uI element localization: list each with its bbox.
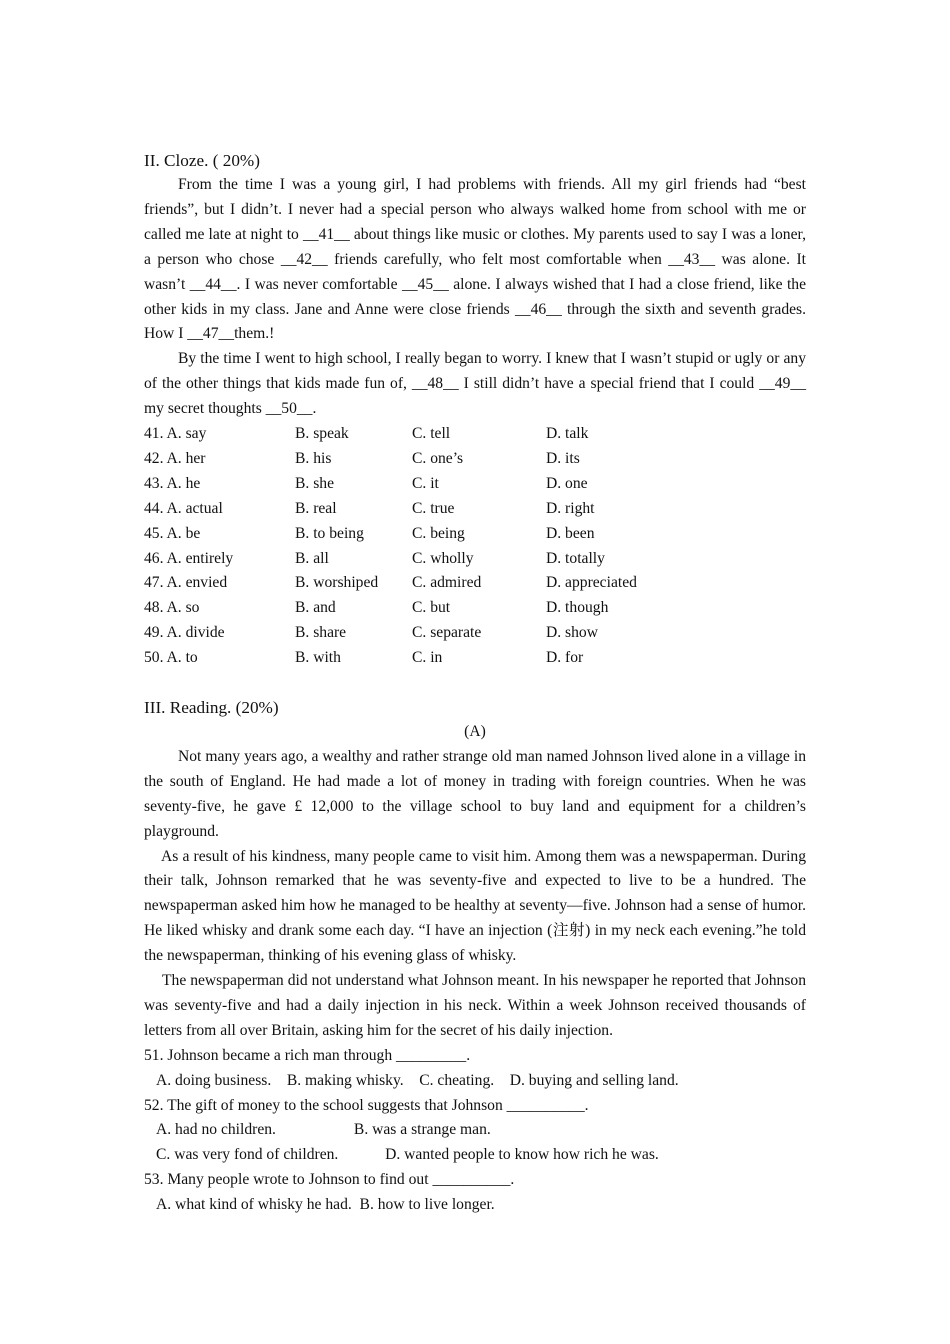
option-b: B. to being bbox=[295, 524, 364, 542]
option-d: D. talk bbox=[546, 425, 589, 443]
option-b: B. worshiped bbox=[295, 574, 379, 592]
option-row bbox=[144, 621, 806, 646]
option-a: 47. A. envied bbox=[144, 574, 228, 592]
option-a: 43. A. he bbox=[144, 474, 201, 492]
option-b: B. she bbox=[295, 474, 334, 492]
option-a: 41. A. say bbox=[144, 425, 207, 443]
option-d: D. show bbox=[546, 624, 598, 642]
option-a: 49. A. divide bbox=[144, 624, 225, 642]
option-row bbox=[144, 422, 806, 447]
option-c: C. being bbox=[412, 524, 465, 542]
option-row bbox=[144, 596, 806, 621]
cloze-options bbox=[144, 422, 806, 671]
option-c: C. wholly bbox=[412, 549, 474, 567]
option-d: D. its bbox=[546, 449, 580, 467]
option-row bbox=[144, 447, 806, 472]
cloze-paragraph: From the time I was a young girl, I had problems with friends. All my girl friends had “best friends”, but I didn’t. I never had a special person who always walked home from school with me or called me late at night to __41__ about things like music or clothes. My parents used to say I was a loner, a person who chose __42__ friends carefully, who felt most comfortable when __43__ was alone. It wasn’t __44__. I was never comfortable __45__ alone. I always wished that I had a close friend, like the other kids in my class. Jane and Anne were close friends __46__ through the sixth and seventh grades. How I __47__them.! bbox=[144, 176, 806, 343]
section-spacer bbox=[144, 671, 806, 696]
option-d: D. one bbox=[546, 474, 588, 492]
option-d: D. been bbox=[546, 524, 595, 542]
option-c: C. admired bbox=[412, 574, 482, 592]
question-stem: 53. Many people wrote to Johnson to find out __________. bbox=[144, 1171, 515, 1189]
option-b: B. real bbox=[295, 499, 337, 517]
answer-options: A. what kind of whisky he had. B. how to live longer. bbox=[156, 1196, 495, 1214]
option-c: C. tell bbox=[412, 425, 451, 443]
option-d: D. appreciated bbox=[546, 574, 637, 592]
option-a: 45. A. be bbox=[144, 524, 201, 542]
exam-page bbox=[144, 149, 806, 1218]
option-row bbox=[144, 522, 806, 547]
option-row bbox=[144, 571, 806, 596]
answer-options: A. doing business. B. making whisky. C. cheating. D. buying and selling land. bbox=[156, 1071, 679, 1089]
option-c: C. separate bbox=[412, 624, 482, 642]
option-d: D. though bbox=[546, 599, 609, 617]
reading-paragraph: Not many years ago, a wealthy and rather strange old man named Johnson lived alone in a village in the south of England. He had made a lot of money in trading with foreign countries. When he was seventy-five, he gave £ 12,000 to the village school to buy land and equipment for a children’s playground. bbox=[144, 747, 806, 840]
option-row bbox=[144, 472, 806, 497]
option-b: B. speak bbox=[295, 425, 349, 443]
option-row bbox=[144, 547, 806, 572]
option-a: 42. A. her bbox=[144, 449, 206, 467]
option-c: C. but bbox=[412, 599, 451, 617]
option-a: 46. A. entirely bbox=[144, 549, 234, 567]
reading-paragraph: As a result of his kindness, many people came to visit him. Among them was a newspaperman. During their talk, Johnson remarked that he was seventy-five and expected to live to be a hundred. The newspaperman asked him how he managed to be healthy at seventy—five. Johnson had a sense of humor. He liked whisky and drank some each day. “I have an injection (注射) in my neck each evening.”he told the newspaperman, thinking of his evening glass of whisky. bbox=[144, 847, 806, 965]
option-c: C. in bbox=[412, 649, 443, 667]
option-b: B. and bbox=[295, 599, 336, 617]
option-b: B. all bbox=[295, 549, 329, 567]
option-row bbox=[144, 646, 806, 671]
cloze-heading: II. Cloze. ( 20%) bbox=[144, 151, 260, 170]
option-a: 48. A. so bbox=[144, 599, 200, 617]
option-d: D. right bbox=[546, 499, 595, 517]
answer-options: C. was very fond of children. D. wanted people to know how rich he was. bbox=[156, 1146, 659, 1164]
question-stem: 51. Johnson became a rich man through _________. bbox=[144, 1046, 471, 1064]
option-a: 44. A. actual bbox=[144, 499, 223, 517]
option-row bbox=[144, 497, 806, 522]
option-c: C. one’s bbox=[412, 449, 464, 467]
option-c: C. it bbox=[412, 474, 439, 492]
option-b: B. his bbox=[295, 449, 332, 467]
reading-paragraph: The newspaperman did not understand what Johnson meant. In his newspaper he reported that Johnson was seventy-five and had a daily injection in his neck. Within a week Johnson received thousands of letters from all over Britain, asking him for the secret of his daily injection. bbox=[144, 972, 806, 1039]
option-c: C. true bbox=[412, 499, 455, 517]
question-stem: 52. The gift of money to the school suggests that Johnson __________. bbox=[144, 1096, 589, 1114]
option-d: D. totally bbox=[546, 549, 605, 567]
reading-heading: III. Reading. (20%) bbox=[144, 697, 279, 717]
passage-label: (A) bbox=[464, 722, 486, 740]
option-d: D. for bbox=[546, 649, 584, 667]
cloze-paragraph: By the time I went to high school, I really began to worry. I knew that I wasn’t stupid or ugly or any of the other things that kids made fun of, __48__ I still didn’t have a special friend that I could __49__ my secret thoughts __50__. bbox=[144, 350, 806, 418]
answer-options: A. had no children. B. was a strange man. bbox=[156, 1121, 491, 1139]
option-b: B. share bbox=[295, 624, 347, 642]
option-b: B. with bbox=[295, 649, 341, 667]
option-a: 50. A. to bbox=[144, 649, 198, 667]
